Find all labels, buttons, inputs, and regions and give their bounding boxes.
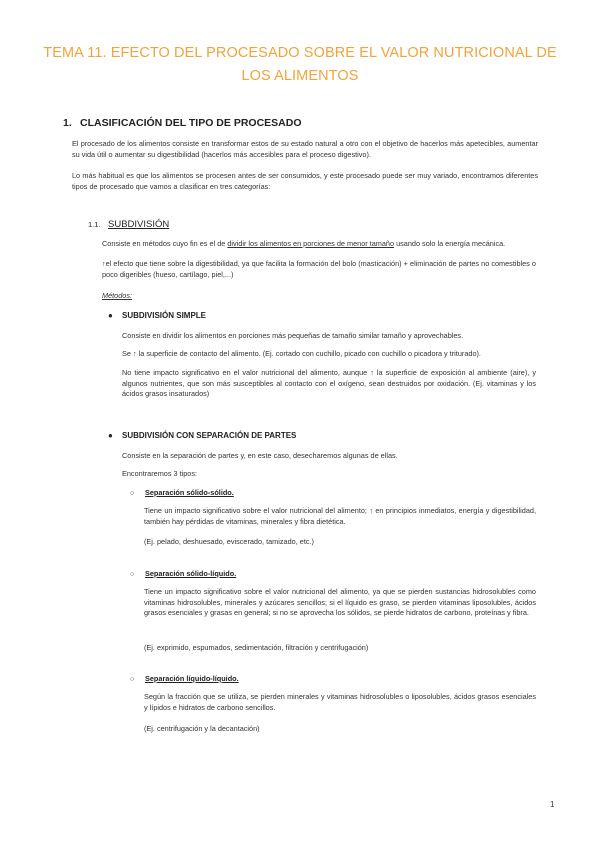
paragraph-intro: El procesado de los alimentos consiste en transformar estos de su estado natural a otro con el objetivo de hacerlos más apetecibles, aumentar su vida útil o aumentar su digestibilidad (hacerlos más accesibles para el proceso digestivo). <box>72 139 538 159</box>
separation-type-solid-liquid <box>130 569 236 578</box>
intro-text-start: Consiste en métodos cuyo fin es el de <box>102 239 228 248</box>
separation-type-text: Tiene un impacto significativo sobre el valor nutricional del alimento, ya que se pierden sustancias hidrosolubles como vitaminas hidrosolubles, minerales y azúcares sencillos; si el líquido es graso, se pierden vitaminas liposolubles, ácidos grasos esenciales y grasas en general; si no se aprovecha los sólidos, se pierde hidratos de carbono, proteínas y fibra. <box>144 587 536 618</box>
subsection-intro <box>102 239 536 250</box>
circle-bullet-icon: ○ <box>130 676 135 683</box>
bullet-separation-heading: SUBDIVISIÓN CON SEPARACIÓN DE PARTES <box>122 431 297 440</box>
bullet-separation <box>108 431 296 440</box>
subsection-heading-text: SUBDIVISIÓN <box>108 219 170 230</box>
page-number: 1 <box>550 800 555 809</box>
subsection-heading <box>88 219 169 230</box>
separation-type-solid-solid <box>130 488 234 497</box>
intro-text-underlined: dividir los alimentos en porciones de menor tamaño <box>227 239 395 248</box>
simple-paragraph-1: Consiste en dividir los alimentos en porciones más pequeñas de tamaño similar tamaño y aprovechables. <box>122 331 464 340</box>
separation-type-label: Separación sólido-líquido. <box>145 569 237 578</box>
simple-paragraph-3: No tiene impacto significativo en el valor nutricional del alimento, aunque ↑ la superficie de exposición al ambiente (aire), y algunos nutrientes, que son más susceptibles al contacto con el oxígeno, sean destruidos por oxidación. (Ej. vitaminas y los ácidos grasos insaturados) <box>122 368 536 399</box>
separation-type-label: Separación sólido-sólido. <box>145 488 234 497</box>
section-heading-text: CLASIFICACIÓN DEL TIPO DE PROCESADO <box>80 117 302 129</box>
subsection-number: 1.1. <box>88 220 101 229</box>
separation-type-example: (Ej. exprimido, espumados, sedimentación, filtración y centrifugación) <box>144 643 369 652</box>
section-number: 1. <box>63 117 72 129</box>
simple-paragraph-2: Se ↑ la superficie de contacto del alimento. (Ej. cortado con cuchillo, picado con cuchillo o picadora y triturado). <box>122 349 481 358</box>
separation-paragraph-1: Consiste en la separación de partes y, en este caso, desecharemos algunas de ellas. <box>122 451 398 460</box>
bullet-dot-icon: ● <box>108 431 113 440</box>
separation-paragraph-2: Encontraremos 3 tipos: <box>122 469 198 478</box>
document-title: TEMA 11. EFECTO DEL PROCESADO SOBRE EL VALOR NUTRICIONAL DE LOS ALIMENTOS <box>43 45 557 84</box>
separation-type-example: (Ej. pelado, deshuesado, eviscerado, tamizado, etc.) <box>144 537 314 546</box>
circle-bullet-icon: ○ <box>130 571 135 578</box>
separation-type-text: Tiene un impacto significativo sobre el valor nutricional del alimento; ↑ en principios inmediatos, energía y digestibilidad, también hay pérdidas de vitaminas, minerales y fibra dietética. <box>144 506 536 526</box>
paragraph-effect: ↑el efecto que tiene sobre la digestibilidad, ya que facilita la formación del bolo (masticación) + eliminación de partes no comestibles o poco digeribles (hueso, cartílago, piel,...) <box>102 259 536 279</box>
separation-type-example: (Ej. centrifugación y la decantación) <box>144 724 260 733</box>
methods-label-text: Métodos: <box>102 291 133 300</box>
bullet-dot-icon: ● <box>108 311 113 320</box>
separation-type-label: Separación líquido-líquido. <box>145 674 239 683</box>
separation-type-liquid-liquid <box>130 674 239 683</box>
circle-bullet-icon: ○ <box>130 490 135 497</box>
separation-type-text: Según la fracción que se utiliza, se pierden minerales y vitaminas hidrosolubles o liposolubles, ácidos grasos esenciales y lípidos e hidratos de carbono sencillos. <box>144 692 536 712</box>
bullet-simple-heading: SUBDIVISIÓN SIMPLE <box>122 311 207 320</box>
section-heading <box>63 117 302 129</box>
paragraph-categories: Lo más habitual es que los alimentos se procesen antes de ser consumidos, y este procesado puede ser muy variado, encontramos diferentes tipos de procesado que vamos a clasificar en tres categorías: <box>72 171 538 191</box>
bullet-simple <box>108 311 206 320</box>
methods-label <box>102 291 536 302</box>
intro-text-end: usando solo la energía mecánica. <box>394 239 506 248</box>
